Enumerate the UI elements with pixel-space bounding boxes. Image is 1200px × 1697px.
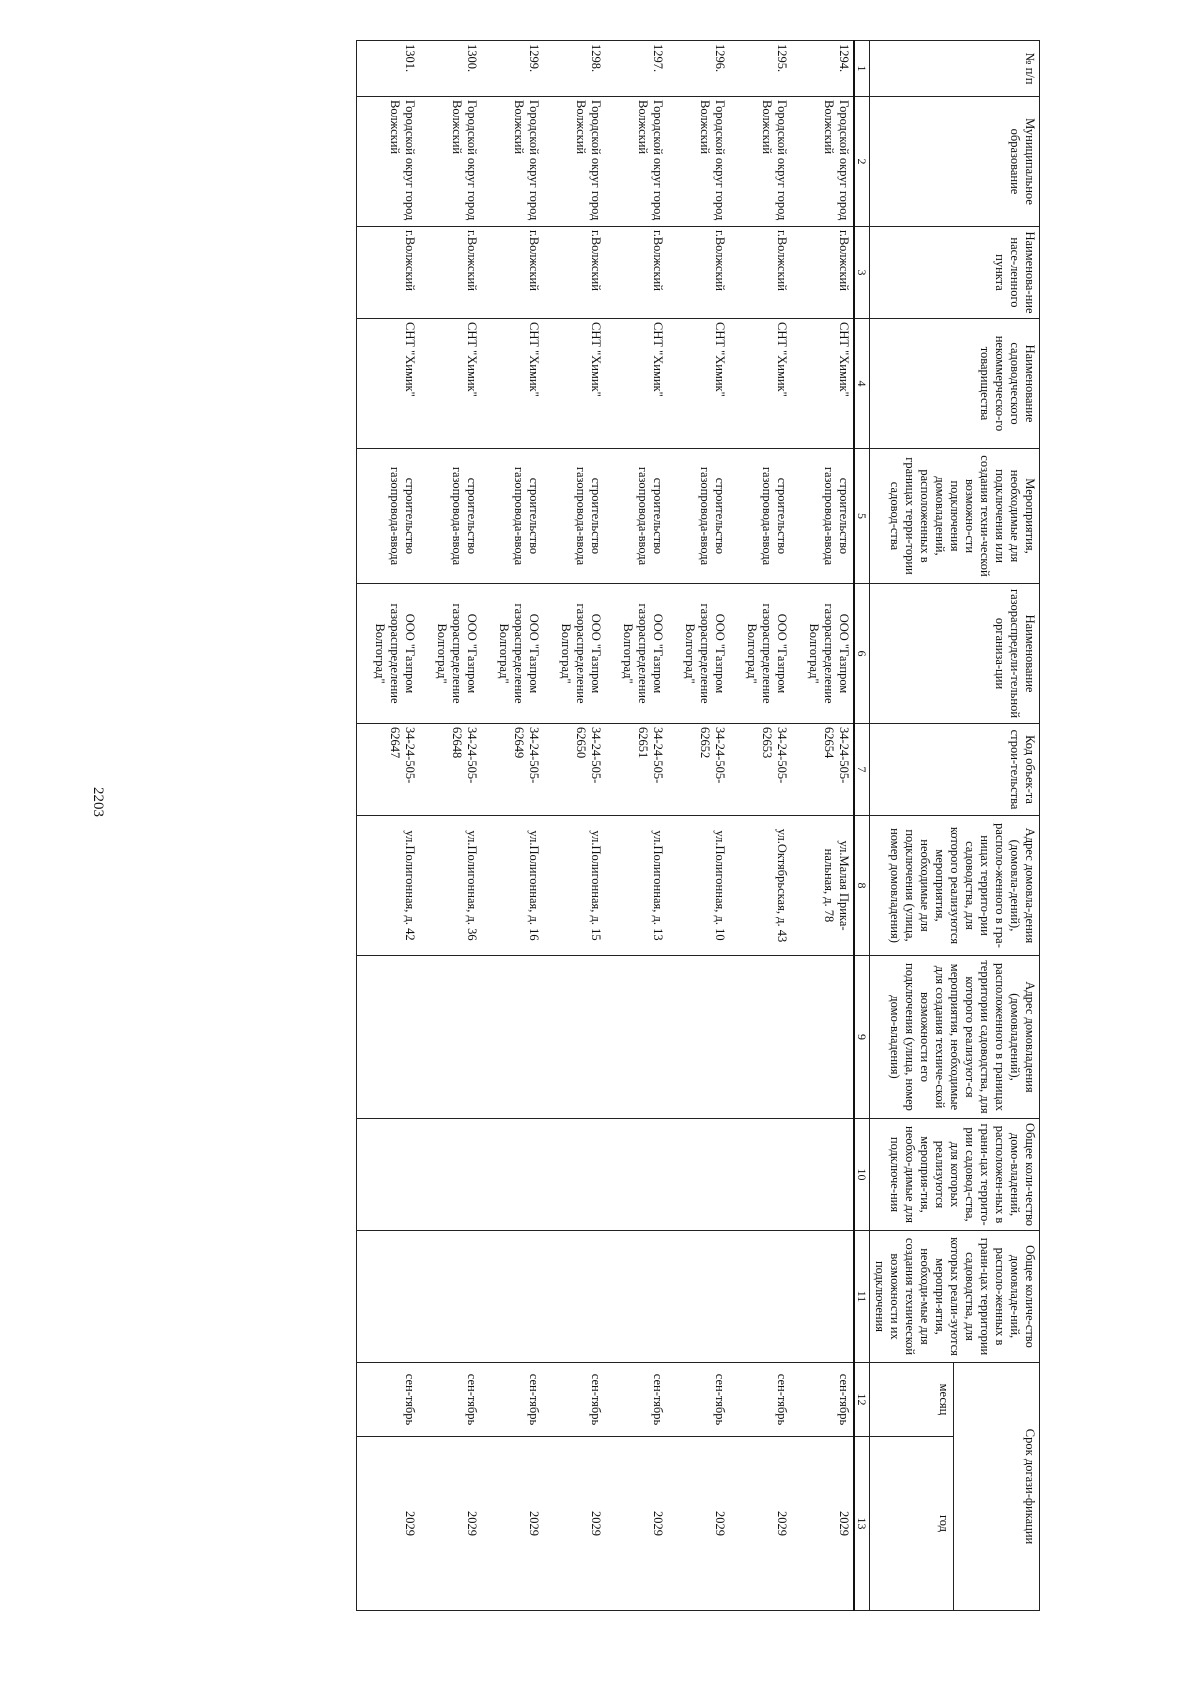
address-connect-cell: ул.Малая Прика-нальная, д. 78 [791, 816, 854, 956]
address-connect-cell: ул.Полигонная, д. 10 [667, 816, 729, 956]
address-tech-cell [605, 956, 667, 1119]
address-tech-cell [419, 956, 481, 1119]
address-connect-cell: ул.Октябрьская, д. 43 [729, 816, 791, 956]
measures-cell: строительство газопровода-ввода [667, 449, 729, 584]
address-tech-cell [481, 956, 543, 1119]
count-tech-cell [419, 1231, 481, 1363]
row-number-cell: 1301. [356, 41, 419, 97]
column-number: 10 [854, 1119, 870, 1231]
year-cell: 2029 [419, 1437, 481, 1611]
address-connect-cell: ул.Полигонная, д. 36 [419, 816, 481, 956]
month-cell: сен-тябрь [667, 1363, 729, 1437]
municipality-cell: Городской округ город Волжский [419, 97, 481, 227]
year-cell: 2029 [543, 1437, 605, 1611]
month-cell: сен-тябрь [605, 1363, 667, 1437]
count-connect-cell [605, 1119, 667, 1231]
table-row [605, 41, 667, 1611]
measures-cell: строительство газопровода-ввода [356, 449, 419, 584]
object-code-cell: 34-24-505-62651 [605, 724, 667, 816]
object-code-cell: 34-24-505-62647 [356, 724, 419, 816]
column-number: 4 [854, 319, 870, 449]
settlement-cell: г.Волжский [605, 227, 667, 319]
municipality-cell: Городской округ город Волжский [667, 97, 729, 227]
object-code-cell: 34-24-505-62653 [729, 724, 791, 816]
settlement-cell: г.Волжский [543, 227, 605, 319]
header-month: месяц [870, 1363, 954, 1437]
header-count-tech: Общее количе-ство домовладе-ний, располо-женных в грани-цах территории садоводства, для которых реали-зуются меропри-ятия, необходи-мые для создания технической возможности их подключения [870, 1231, 1040, 1363]
month-cell: сен-тябрь [543, 1363, 605, 1437]
count-tech-cell [481, 1231, 543, 1363]
table-row [667, 41, 729, 1611]
gdo-cell: ООО "Газпром газораспределение Волгоград" [791, 584, 854, 724]
count-connect-cell [481, 1119, 543, 1231]
header-object-code: Код объек-та строи-тельства [870, 724, 1040, 816]
object-code-cell: 34-24-505-62650 [543, 724, 605, 816]
column-number: 1 [854, 41, 870, 97]
settlement-cell: г.Волжский [356, 227, 419, 319]
table-row [729, 41, 791, 1611]
row-number-cell: 1294. [791, 41, 854, 97]
municipality-cell: Городской округ город Волжский [356, 97, 419, 227]
month-cell: сен-тябрь [419, 1363, 481, 1437]
table-row [791, 41, 854, 1611]
measures-cell: строительство газопровода-ввода [605, 449, 667, 584]
measures-cell: строительство газопровода-ввода [543, 449, 605, 584]
measures-cell: строительство газопровода-ввода [481, 449, 543, 584]
column-number: 6 [854, 584, 870, 724]
snt-cell: СНТ "Химик" [791, 319, 854, 449]
settlement-cell: г.Волжский [729, 227, 791, 319]
row-number-cell: 1297. [605, 41, 667, 97]
address-connect-cell: ул.Полигонная, д. 13 [605, 816, 667, 956]
column-number: 12 [854, 1363, 870, 1437]
column-number: 3 [854, 227, 870, 319]
municipality-cell: Городской округ город Волжский [791, 97, 854, 227]
settlement-cell: г.Волжский [419, 227, 481, 319]
object-code-cell: 34-24-505-62648 [419, 724, 481, 816]
month-cell: сен-тябрь [481, 1363, 543, 1437]
gdo-cell: ООО "Газпром газораспределение Волгоград" [667, 584, 729, 724]
header-measures: Мероприятия, необходимые для подключения или создания техни-ческой возможно-сти подключения домовладений, расположенных в границах терри-тории садовод-ства [870, 449, 1040, 584]
gdo-cell: ООО "Газпром газораспределение Волгоград" [419, 584, 481, 724]
municipality-cell: Городской округ город Волжский [543, 97, 605, 227]
count-tech-cell [543, 1231, 605, 1363]
year-cell: 2029 [356, 1437, 419, 1611]
snt-cell: СНТ "Химик" [356, 319, 419, 449]
address-tech-cell [791, 956, 854, 1119]
gasification-table [356, 40, 1040, 1611]
header-address-tech: Адрес домовладения (домовладений), расположенного в границах территории садоводства, для которого реализуют-ся мероприятия, необходимые для создания техниче-ской возможности его подключения (улица, номер домо-владения) [870, 956, 1040, 1119]
header-number: № п/п [870, 41, 1040, 97]
header-count-connect: Общее коли-чество домо-владений, расположен-ных в грани-цах террито-рии садовод-ства, для которых реализуются мероприя-тия, необхо-димые для подключе-ния [870, 1119, 1040, 1231]
count-connect-cell [791, 1119, 854, 1231]
year-cell: 2029 [605, 1437, 667, 1611]
month-cell: сен-тябрь [729, 1363, 791, 1437]
table-row [356, 41, 419, 1611]
row-number-cell: 1295. [729, 41, 791, 97]
object-code-cell: 34-24-505-62652 [667, 724, 729, 816]
count-tech-cell [667, 1231, 729, 1363]
municipality-cell: Городской округ город Волжский [729, 97, 791, 227]
header-year: год [870, 1437, 954, 1611]
settlement-cell: г.Волжский [791, 227, 854, 319]
count-connect-cell [419, 1119, 481, 1231]
snt-cell: СНТ "Химик" [419, 319, 481, 449]
snt-cell: СНТ "Химик" [481, 319, 543, 449]
table-row [419, 41, 481, 1611]
count-connect-cell [729, 1119, 791, 1231]
column-number: 7 [854, 724, 870, 816]
year-cell: 2029 [667, 1437, 729, 1611]
gdo-cell: ООО "Газпром газораспределение Волгоград" [729, 584, 791, 724]
gdo-cell: ООО "Газпром газораспределение Волгоград" [481, 584, 543, 724]
header-settlement: Наименова-ние насе-ленного пункта [870, 227, 1040, 319]
header-gdo: Наименование газораспредели-тельной организа-ции [870, 584, 1040, 724]
column-number: 8 [854, 816, 870, 956]
column-number: 13 [854, 1437, 870, 1611]
measures-cell: строительство газопровода-ввода [729, 449, 791, 584]
table-row [543, 41, 605, 1611]
snt-cell: СНТ "Химик" [729, 319, 791, 449]
gdo-cell: ООО "Газпром газораспределение Волгоград" [605, 584, 667, 724]
year-cell: 2029 [729, 1437, 791, 1611]
row-number-cell: 1298. [543, 41, 605, 97]
column-number: 5 [854, 449, 870, 584]
header-municipality: Муниципальное образование [870, 97, 1040, 227]
address-connect-cell: ул.Полигонная, д. 16 [481, 816, 543, 956]
count-tech-cell [605, 1231, 667, 1363]
rotated-table-container [0, 40, 1040, 1610]
month-cell: сен-тябрь [791, 1363, 854, 1437]
year-cell: 2029 [481, 1437, 543, 1611]
snt-cell: СНТ "Химик" [667, 319, 729, 449]
measures-cell: строительство газопровода-ввода [419, 449, 481, 584]
address-tech-cell [543, 956, 605, 1119]
header-snt: Наименование садоводческого некоммерческо-го товарищества [870, 319, 1040, 449]
address-tech-cell [667, 956, 729, 1119]
count-connect-cell [667, 1119, 729, 1231]
table-body [356, 41, 854, 1611]
table-header [854, 41, 1040, 1611]
object-code-cell: 34-24-505-62654 [791, 724, 854, 816]
row-number-cell: 1296. [667, 41, 729, 97]
header-term: Срок догази-фикации [953, 1363, 1039, 1611]
snt-cell: СНТ "Химик" [543, 319, 605, 449]
count-tech-cell [729, 1231, 791, 1363]
object-code-cell: 34-24-505-62649 [481, 724, 543, 816]
count-tech-cell [791, 1231, 854, 1363]
gdo-cell: ООО "Газпром газораспределение Волгоград" [356, 584, 419, 724]
municipality-cell: Городской округ город Волжский [481, 97, 543, 227]
row-number-cell: 1299. [481, 41, 543, 97]
header-address-connect: Адрес домовла-дения (домовла-дений), располо-женного в гра-ницах террито-рии садоводства, для которого реализуются мероприятия, необходимые для подключения (улица, номер домовладения) [870, 816, 1040, 956]
count-tech-cell [356, 1231, 419, 1363]
settlement-cell: г.Волжский [481, 227, 543, 319]
count-connect-cell [543, 1119, 605, 1231]
column-number: 9 [854, 956, 870, 1119]
page-number: 2203 [90, 787, 106, 817]
address-tech-cell [356, 956, 419, 1119]
year-cell: 2029 [791, 1437, 854, 1611]
month-cell: сен-тябрь [356, 1363, 419, 1437]
address-tech-cell [729, 956, 791, 1119]
count-connect-cell [356, 1119, 419, 1231]
gdo-cell: ООО "Газпром газораспределение Волгоград" [543, 584, 605, 724]
row-number-cell: 1300. [419, 41, 481, 97]
column-number: 11 [854, 1231, 870, 1363]
snt-cell: СНТ "Химик" [605, 319, 667, 449]
table-row [481, 41, 543, 1611]
municipality-cell: Городской округ город Волжский [605, 97, 667, 227]
address-connect-cell: ул.Полигонная, д. 15 [543, 816, 605, 956]
measures-cell: строительство газопровода-ввода [791, 449, 854, 584]
column-number: 2 [854, 97, 870, 227]
settlement-cell: г.Волжский [667, 227, 729, 319]
column-number-row [854, 41, 870, 1611]
address-connect-cell: ул.Полигонная, д. 42 [356, 816, 419, 956]
